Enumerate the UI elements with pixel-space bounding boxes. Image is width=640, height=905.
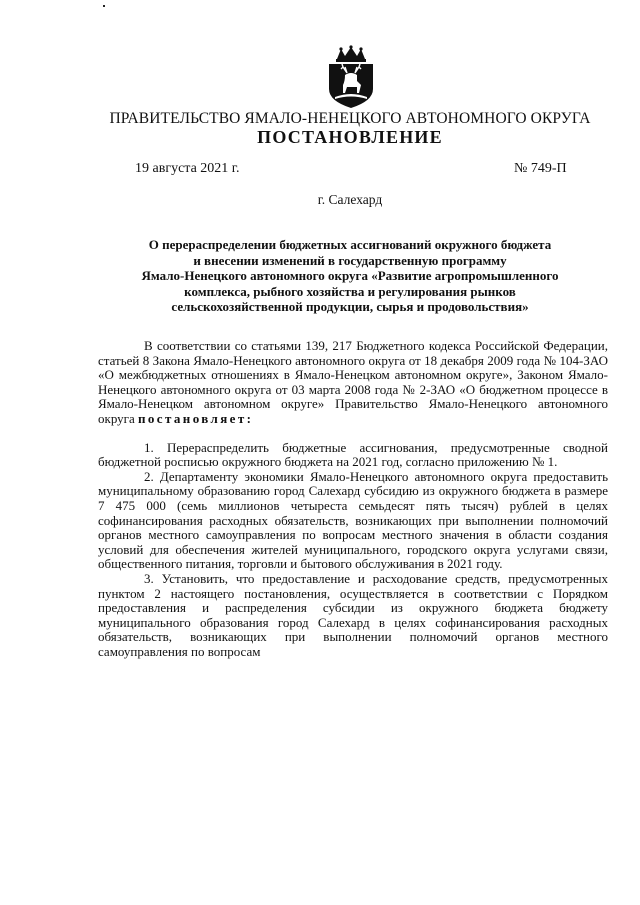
preamble-paragraph bbox=[98, 339, 608, 427]
document-number: № 749-П bbox=[514, 161, 567, 176]
paragraph-1: 1. Перераспределить бюджетные ассигнования, предусмотренные сводной бюджетной росписью окружного бюджета на 2021 год, согласно приложению № 1. bbox=[98, 439, 608, 470]
title-line: сельскохозяйственной продукции, сырья и продовольствия» bbox=[171, 299, 529, 314]
preamble-text: В соответствии со статьями 139, 217 Бюджетного кодекса Российской Федерации, статьей 8 Закона Ямало-Ненецкого автономного округа от 18 декабря 2009 года № 104-ЗАО «О межбюджетных отношениях в Ямало-Ненецком автономном округе», Законом Ямало-Ненецкого автономного округа от 03 марта 2008 года № 2-ЗАО «О бюджетном процессе в Ямало-Ненецком автономном округе» Правительство Ямало-Ненецкого автономного округа bbox=[98, 338, 608, 426]
title-line: комплекса, рыбного хозяйства и регулирования рынков bbox=[184, 283, 516, 299]
title-line: Ямало-Ненецкого автономного округа «Развитие агропромышленного bbox=[141, 268, 559, 283]
yanao-coat-of-arms-icon bbox=[323, 45, 379, 109]
title-line: О перераспределении бюджетных ассигнований окружного бюджета bbox=[148, 237, 552, 252]
document-body bbox=[98, 339, 608, 659]
document-city: г. Салехард bbox=[317, 192, 383, 207]
document-type: ПОСТАНОВЛЕНИЕ bbox=[257, 127, 443, 147]
paragraph-2: 2. Департаменту экономики Ямало-Ненецкого автономного округа предоставить муниципальному образованию город Салехард субсидию из окружного бюджета в размере 7 475 000 (семь миллионов четыреста семьдесят пять тысяч) рублей в целях софинансирования расходных обязательств, возникающих при выполнении полномочий органов местного самоуправления по вопросам местного значения в области создания условий для обеспечения жителей муниципального, городского округа услугами связи, общественного питания, торговли и бытового обслуживания в 2021 году. bbox=[98, 468, 608, 572]
document-date: 19 августа 2021 г. bbox=[135, 161, 240, 176]
title-line: и внесении изменений в государственную программу bbox=[193, 252, 507, 268]
government-name: ПРАВИТЕЛЬСТВО ЯМАЛО-НЕНЕЦКОГО АВТОНОМНОГО ОКРУГА bbox=[109, 110, 591, 127]
scan-speck bbox=[103, 5, 105, 7]
decree-word: постановляет: bbox=[138, 410, 254, 426]
document-title bbox=[100, 237, 600, 315]
paragraph-3: 3. Установить, что предоставление и расходование средств, предусмотренных пунктом 2 настоящего постановления, осуществляется в соответствии с Порядком предоставления и распределения субсидии из окружного бюджета бюджету муниципального образования город Салехард в целях софинансирования расходных обязательств, возникающих при выполнении полномочий органов местного самоуправления по вопросам bbox=[98, 570, 608, 659]
